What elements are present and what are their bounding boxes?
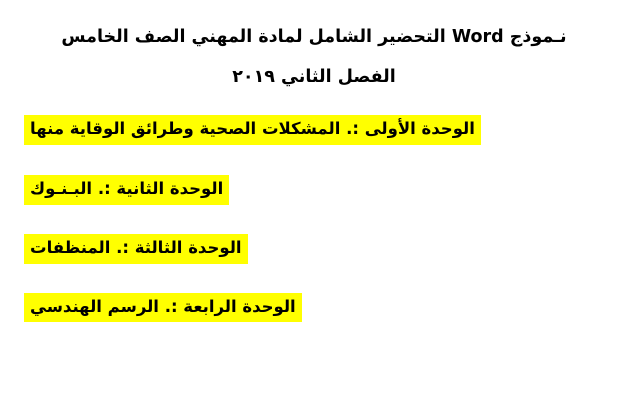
title-block (0, 0, 628, 89)
list-item (24, 175, 604, 205)
page-subtitle: الفصل الثاني ٢٠١٩ (232, 66, 396, 87)
page-title: نـموذج Word التحضير الشامل لمادة المهني الصف الخامس (61, 27, 567, 47)
list-item (24, 293, 604, 323)
unit-label-4: الوحدة الرابعة :. الرسم الهندسي (24, 293, 302, 323)
unit-label-3: الوحدة الثالثة :. المنظفات (24, 234, 248, 264)
unit-label-1: الوحدة الأولى :. المشكلات الصحية وطرائق الوقاية منها (24, 115, 481, 145)
list-item (24, 115, 604, 145)
units-list (0, 115, 628, 322)
list-item (24, 234, 604, 264)
unit-label-2: الوحدة الثانية :. البـنـوك (24, 175, 229, 205)
